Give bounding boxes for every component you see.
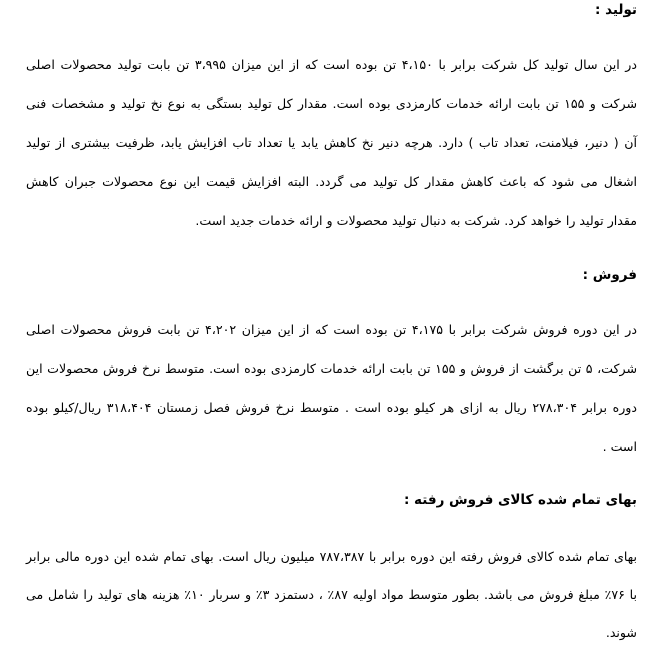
section-heading-cost-of-goods-sold: بهای تمام شده کالای فروش رفته : xyxy=(403,492,637,508)
section-heading-sales: فروش : xyxy=(582,267,637,283)
paragraph-line: شرکت و ۱۵۵ تن بابت ارائه خدمات کارمزدی بوده است. مقدار کل تولید بستگی به نوع نخ تولید و مشخصات فنی xyxy=(26,96,638,111)
section-heading-production: تولید : xyxy=(594,2,637,18)
paragraph-line: مقدار تولید را خواهد کرد. شرکت به دنبال تولید محصولات و ارائه خدمات جدید است. xyxy=(195,213,637,228)
paragraph-line: در این سال تولید کل شرکت برابر با ۴،۱۵۰ تن بوده است که از این میزان ۳،۹۹۵ تن بابت تولید محصولات اصلی xyxy=(26,57,637,72)
paragraph-line: بهای تمام شده کالای فروش رفته این دوره برابر با ۷۸۷،۳۸۷ میلیون ریال است. بهای تمام شده این دوره مالی برابر xyxy=(26,549,637,564)
paragraph-line: شوند. xyxy=(605,625,637,640)
paragraph-line: شرکت، ۵ تن برگشت از فروش و ۱۵۵ تن بابت ارائه خدمات کارمزدی بوده است. متوسط نرخ فروش محصولات این xyxy=(26,361,638,376)
paragraph-line: آن ( دنیر، فیلامنت، تعداد تاب ) دارد. هرچه دنیر نخ کاهش یابد یا تعداد تاب افزایش یابد، ظرفیت بیشتری از تولید xyxy=(26,135,637,150)
paragraph-line: با ۷۶٪ مبلغ فروش می باشد. بطور متوسط مواد اولیه ۸۷٪ ، دستمزد ۳٪ و سربار ۱۰٪ هزینه های تولید را شامل می xyxy=(26,587,637,602)
section-paragraph-cost-of-goods-sold xyxy=(26,547,637,647)
paragraph-line: در این دوره فروش شرکت برابر با ۴،۱۷۵ تن بوده است که از این میزان ۴،۲۰۲ تن بابت فروش محصولات اصلی xyxy=(26,322,637,337)
section-paragraph-sales xyxy=(26,320,637,460)
paragraph-line: دوره برابر ۲۷۸،۳۰۴ ریال به ازای هر کیلو بوده است . متوسط نرخ فروش فصل زمستان ۳۱۸،۴۰۴ ریال/کیلو بوده xyxy=(26,400,637,415)
paragraph-line: اشغال می شود که باعث کاهش مقدار کل تولید می گردد. البته افزایش قیمت این نوع محصولات جبران کاهش xyxy=(26,174,637,189)
paragraph-line: است . xyxy=(602,439,637,454)
section-paragraph-production xyxy=(26,55,637,235)
